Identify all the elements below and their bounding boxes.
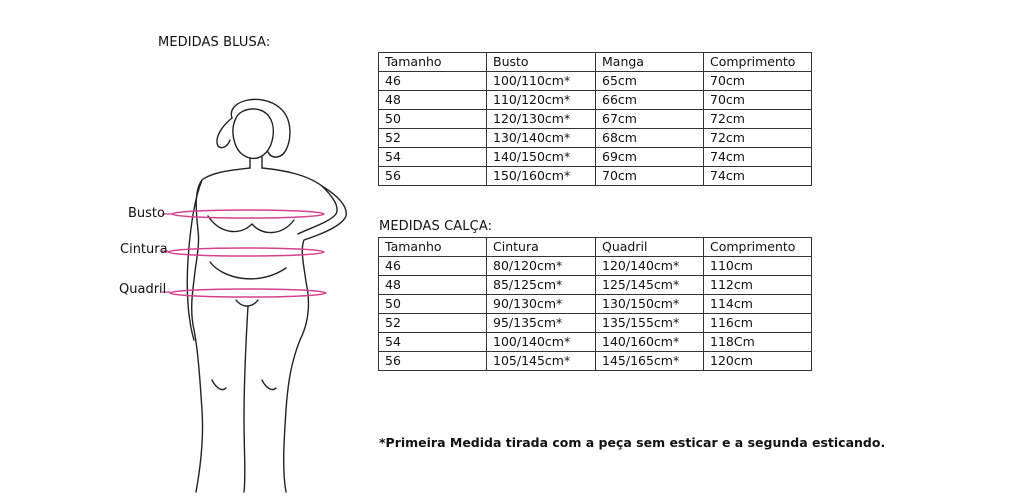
table-cell: 105/145cm*: [487, 352, 596, 371]
table-cell: 100/140cm*: [487, 333, 596, 352]
table-cell: 52: [379, 314, 487, 333]
table-row: [379, 91, 812, 110]
table-cell: 70cm: [596, 167, 704, 186]
table-cell: 120/140cm*: [596, 257, 704, 276]
table-header-row: [379, 53, 812, 72]
table-cell: 70cm: [704, 72, 812, 91]
table-row: [379, 129, 812, 148]
column-header: Tamanho: [379, 53, 487, 72]
cintura-line: [168, 248, 324, 256]
blusa-title: MEDIDAS BLUSA:: [158, 35, 271, 50]
column-header: Busto: [487, 53, 596, 72]
table-row: [379, 333, 812, 352]
table-row: [379, 295, 812, 314]
table-cell: 135/155cm*: [596, 314, 704, 333]
busto-line: [172, 210, 324, 218]
table-cell: 56: [379, 167, 487, 186]
footnote: *Primeira Medida tirada com a peça sem esticar e a segunda esticando.: [379, 435, 886, 450]
quadril-line: [170, 289, 326, 297]
table-cell: 56: [379, 352, 487, 371]
table-cell: 72cm: [704, 129, 812, 148]
table-cell: 46: [379, 257, 487, 276]
table-cell: 110cm: [704, 257, 812, 276]
table-cell: 112cm: [704, 276, 812, 295]
table-cell: 120cm: [704, 352, 812, 371]
table-cell: 54: [379, 333, 487, 352]
table-cell: 48: [379, 91, 487, 110]
table-cell: 120/130cm*: [487, 110, 596, 129]
table-cell: 118Cm: [704, 333, 812, 352]
column-header: Quadril: [596, 238, 704, 257]
table-cell: 110/120cm*: [487, 91, 596, 110]
table-cell: 69cm: [596, 148, 704, 167]
table-cell: 67cm: [596, 110, 704, 129]
table-cell: 46: [379, 72, 487, 91]
table-cell: 50: [379, 295, 487, 314]
column-header: Manga: [596, 53, 704, 72]
table-cell: 95/135cm*: [487, 314, 596, 333]
table-row: [379, 148, 812, 167]
table-cell: 50: [379, 110, 487, 129]
table-cell: 74cm: [704, 167, 812, 186]
table-cell: 145/165cm*: [596, 352, 704, 371]
calca-title: MEDIDAS CALÇA:: [379, 219, 493, 234]
table-cell: 116cm: [704, 314, 812, 333]
cintura-label: Cintura: [120, 242, 168, 257]
calca-table: [378, 237, 812, 371]
table-cell: 68cm: [596, 129, 704, 148]
table-cell: 48: [379, 276, 487, 295]
column-header: Cintura: [487, 238, 596, 257]
blusa-table: [378, 52, 812, 186]
blusa-table-body: [379, 53, 812, 186]
table-cell: 70cm: [704, 91, 812, 110]
table-header-row: [379, 238, 812, 257]
table-cell: 52: [379, 129, 487, 148]
table-cell: 125/145cm*: [596, 276, 704, 295]
column-header: Comprimento: [704, 238, 812, 257]
table-cell: 90/130cm*: [487, 295, 596, 314]
table-cell: 65cm: [596, 72, 704, 91]
table-row: [379, 276, 812, 295]
table-row: [379, 352, 812, 371]
table-cell: 114cm: [704, 295, 812, 314]
table-row: [379, 314, 812, 333]
table-row: [379, 257, 812, 276]
table-cell: 74cm: [704, 148, 812, 167]
busto-label: Busto: [128, 206, 165, 221]
table-cell: 150/160cm*: [487, 167, 596, 186]
table-cell: 80/120cm*: [487, 257, 596, 276]
column-header: Tamanho: [379, 238, 487, 257]
table-row: [379, 110, 812, 129]
table-cell: 100/110cm*: [487, 72, 596, 91]
table-cell: 140/150cm*: [487, 148, 596, 167]
table-cell: 85/125cm*: [487, 276, 596, 295]
table-cell: 130/140cm*: [487, 129, 596, 148]
calca-table-body: [379, 238, 812, 371]
table-row: [379, 167, 812, 186]
table-cell: 130/150cm*: [596, 295, 704, 314]
table-cell: 72cm: [704, 110, 812, 129]
table-row: [379, 72, 812, 91]
table-cell: 66cm: [596, 91, 704, 110]
table-cell: 54: [379, 148, 487, 167]
column-header: Comprimento: [704, 53, 812, 72]
quadril-label: Quadril: [119, 282, 167, 297]
table-cell: 140/160cm*: [596, 333, 704, 352]
body-outline: [187, 99, 346, 492]
